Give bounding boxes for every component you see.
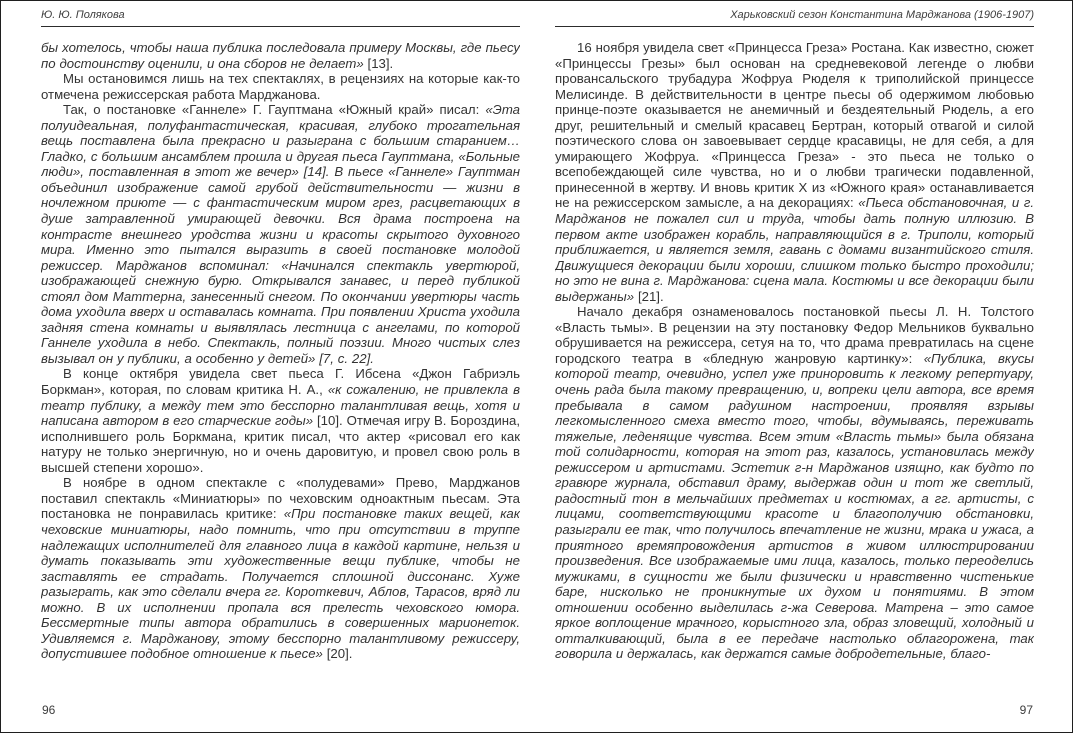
body-text: [10]. Отмечая игру В. Бороздина, исполнившего роль Боркмана, критик писал, что актер «рисовал его как натуру не только энергичную, но и очень даровитую, и провел свою роль в высшей степени хорошо».	[41, 413, 520, 475]
quoted-text: «При постановке таких вещей, как чеховские миниатюры, надо помнить, что при отсутствии в труппе надлежащих исполнителей для главного лица в каждой картине, нельзя и думать показывать эти художественные вещи публике, чтобы не заставлять ее страдать. Получается сплошной диссонанс. Хуже разыграть, как это сделали вчера гг. Короткевич, Аблов, Тарасов, вряд ли можно. В их исполнении пропала вся прелесть чеховского юмора. Бессмертные типы автора обратились в совершенных марионеток. Удивляемся г. Марджанову, этому бесспорно талантливому режиссеру, допустившее подобное отношение к пьесе»	[41, 506, 520, 662]
body-text: [13].	[363, 55, 394, 71]
right-page-text	[555, 40, 1034, 688]
paragraph	[555, 304, 1034, 662]
quoted-text: «Пьеса обстановочная, и г. Марджанов не пожалел сил и труда, чтобы дать полную иллюзию. В первом акте изображен корабль, направляющийся в г. Триполи, который приближается, и является земля, гавань с домами византийского стиля. Движущиеся декорации были хороши, слишком только быстро проходили; но это не вина г. Марджанова: сцена мала. Костюмы и все декорации были выдержаны»	[555, 195, 1034, 304]
paragraph	[41, 366, 520, 475]
running-header-author: Ю. Ю. Полякова	[41, 9, 520, 27]
left-page-text	[41, 40, 520, 688]
page-number-left: 96	[42, 703, 56, 717]
body-text: 16 ноября увидела свет «Принцесса Греза» Ростана. Как известно, сюжет «Принцессы Грезы» был основан на средневековой легенде о любви провансальского трубадура Жофруа Рюделя к триполийской принцессе Мелисинде. В действительности в центре пьесы об одержимом любовью принце-поэте оказывается не анемичный и бездеятельный Рюдель, а его друг, решительный и смелый красавец Бертран, который отвагой и силой поэтического слова он завоевывает сердце красавицы, не для себя, а для умирающего Жофруа. «Принцесса Греза» - это пьеса не только о всепобеждающей силе чувства, но и о любви трагически подавленной, принесенной в жертву. И вновь критик Х из «Южного края» останавливается не на режиссерском замысле, а на декорациях:	[555, 40, 1034, 211]
running-header	[1, 1, 1072, 27]
body-text: Так, о постановке «Ганнеле» Г. Гауптмана «Южный край» писал:	[63, 102, 486, 118]
page-body	[1, 27, 1072, 688]
paragraph	[41, 71, 520, 102]
quoted-text: «Публика, вкусы которой театр, очевидно, успел уже приноровить к легкому репертуару, очень рада была такому превращению, и, вопреки цели автора, все время пребывала в самом радушном настроении, проявляя взрывы легкомысленного смеха вместо того, чтобы, вдумываясь, переживать тяжелые, леденящие чувства. Всем этим «Власть тьмы» была обязана той солидарности, которая на этот раз, казалось, установилась между режиссером и артистами. Эстетик г-н Марджанов изящно, как будто по гравюре журнала, обставил драму, выдержав один и тот же светлый, радостный тон в мельчайших предметах и костюмах, а гг. артисты, с лицами, соответствующими красоте и благополучию обстановки, разыграли ее так, что получилось впечатление не жизни, мрака и ужаса, а приятного времяпровождения артистов в живом иллюстрировании произведения. Все изображаемые ими лица, казалось, только переоделись мужиками, в сущности же были физически и нравственно чистенькие баре, нисколько не проникнутые их духом и понятиями. В этом отношении особенно выделилась г-жа Северова. Матрена – это самое яркое воплощение мрачного, корыстного зла, образ зловещий, холодный и отталкивающий, была в ее передаче настолько облагорожена, так говорила и держалась, как держатся самые добродетельные, благо-	[555, 350, 1034, 662]
body-text: Мы остановимся лишь на тех спектаклях, в рецензиях на которые как-то отмечена режиссерская работа Марджанова.	[41, 71, 520, 102]
quoted-text: «к сожалению, не привлекла в театр публику, а между тем это бесспорно талантливая вещь, хотя и написана автором в его старческие годы»	[41, 382, 520, 429]
page-number-right: 97	[1019, 703, 1033, 717]
body-text: [20].	[322, 646, 353, 662]
paragraph	[41, 475, 520, 662]
running-header-title: Харьковский сезон Константина Марджанова (1906-1907)	[555, 9, 1034, 27]
paragraph	[41, 102, 520, 366]
quoted-text: бы хотелось, чтобы наша публика последовала примеру Москвы, где пьесу по достоинству оценили, и она сборов не делает»	[41, 40, 520, 71]
paragraph	[41, 40, 520, 71]
body-text: В конце октября увидела свет пьеса Г. Ибсена «Джон Габриэль Боркман», которая, по словам критика Н. А.,	[41, 366, 520, 398]
body-text: В ноябре в одном спектакле с «полудевами» Прево, Марджанов поставил спектакль «Миниатюры» по чеховским одноактным пьесам. Эта постановка не понравилась критике:	[41, 475, 520, 522]
quoted-text: «Эта полуидеальная, полуфантастическая, красивая, глубоко трогательная вещь поставлена была прекрасно и разыграна с большим старанием… Гладко, с большим ансамблем прошла и другая пьеса Гауптмана, «Больные люди», поставленная в этот же вечер» [14]. В пьесе «Ганнеле» Гауптман объединил изображение самой грубой действительности — жизни в ночлежном приюте — с фантастическим миром грез, расцветающих в душе затравленной умирающей девочки. Вся драма построена на контрасте внешнего уродства жизни и красоты скрытого духовного мира. Именно это пытался выразить в своей постановке молодой режиссер. Марджанов вспоминал: «Начинался спектакль увертюрой, изображающей снежную бурю. Открывался занавес, и перед публикой стоял дом Маттерна, занесенный снегом. По окончании увертюры часть дома уходила вверх и оставалась комната. При появлении Христа уходила задняя стена комнаты и выявлялась лестница с ангелами, по которой Ганнеле уходила в небо. Спектакль, полный поэзии. Много чистых слез вызывал он у публики, а особенно у детей» [7, с. 22].	[41, 102, 520, 366]
body-text: [21].	[634, 288, 664, 304]
paragraph	[555, 40, 1034, 304]
body-text: Начало декабря ознаменовалось постановкой пьесы Л. Н. Толстого «Власть тьмы». В рецензии на эту постановку Федор Мельников буквально обрушивается на режиссера, сетуя на то, что драма превратилась на сцене городского театра в «бледную жанровую картинку»:	[555, 304, 1034, 366]
